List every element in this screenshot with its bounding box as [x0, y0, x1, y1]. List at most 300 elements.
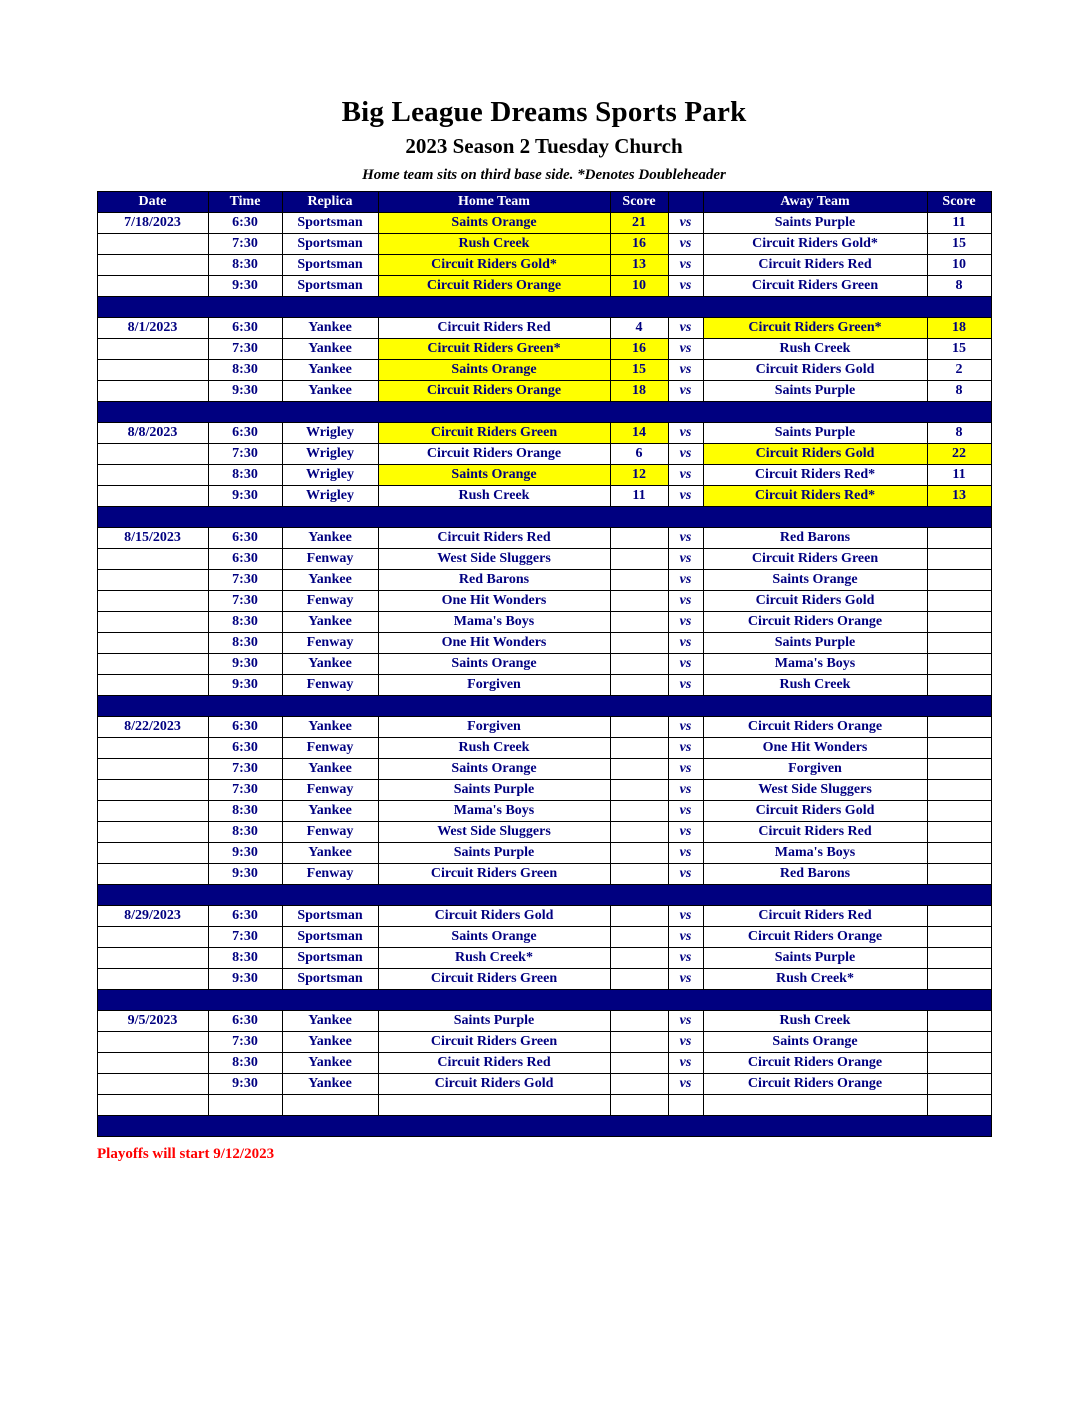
week-separator-row	[97, 507, 991, 528]
replica-cell: Wrigley	[282, 465, 378, 486]
replica-cell: Sportsman	[282, 234, 378, 255]
time-cell: 7:30	[208, 339, 282, 360]
time-cell: 9:30	[208, 654, 282, 675]
home-team-cell: Circuit Riders Gold	[378, 1074, 610, 1095]
vs-cell: vs	[668, 801, 703, 822]
away-team-cell: Rush Creek	[703, 1011, 927, 1032]
game-row	[97, 633, 991, 654]
week-separator	[97, 1116, 991, 1137]
away-score-cell: 15	[927, 339, 991, 360]
time-cell: 8:30	[208, 822, 282, 843]
game-row	[97, 423, 991, 444]
replica-cell: Sportsman	[282, 255, 378, 276]
date-cell	[97, 381, 208, 402]
time-cell: 6:30	[208, 423, 282, 444]
vs-cell: vs	[668, 675, 703, 696]
away-team-cell	[703, 1095, 927, 1116]
away-score-cell: 18	[927, 318, 991, 339]
week-separator	[97, 297, 991, 318]
time-cell: 9:30	[208, 1074, 282, 1095]
replica-cell: Sportsman	[282, 969, 378, 990]
home-team-cell: Circuit Riders Orange	[378, 276, 610, 297]
page-subtitle: 2023 Season 2 Tuesday Church	[405, 134, 683, 158]
home-team-cell: Forgiven	[378, 675, 610, 696]
home-score-cell	[610, 1011, 668, 1032]
vs-cell: vs	[668, 318, 703, 339]
time-cell: 9:30	[208, 276, 282, 297]
replica-cell: Yankee	[282, 717, 378, 738]
home-team-cell: Mama's Boys	[378, 612, 610, 633]
replica-cell: Yankee	[282, 612, 378, 633]
game-row	[97, 549, 991, 570]
away-score-cell	[927, 633, 991, 654]
away-team-cell: Rush Creek	[703, 339, 927, 360]
game-row	[97, 801, 991, 822]
home-team-note: Home team sits on third base side. *Denotes Doubleheader	[362, 167, 726, 183]
date-cell	[97, 822, 208, 843]
replica-cell: Yankee	[282, 654, 378, 675]
time-cell: 7:30	[208, 591, 282, 612]
home-score-cell: 15	[610, 360, 668, 381]
time-cell: 8:30	[208, 255, 282, 276]
away-team-cell: Circuit Riders Orange	[703, 612, 927, 633]
date-cell: 9/5/2023	[97, 1011, 208, 1032]
vs-cell	[668, 1095, 703, 1116]
week-separator	[97, 990, 991, 1011]
week-separator	[97, 885, 991, 906]
home-team-cell: West Side Sluggers	[378, 549, 610, 570]
game-row	[97, 906, 991, 927]
week-separator-row	[97, 402, 991, 423]
away-team-cell: Red Barons	[703, 864, 927, 885]
home-team-cell: Rush Creek	[378, 486, 610, 507]
home-score-cell	[610, 738, 668, 759]
vs-cell: vs	[668, 213, 703, 234]
table-header-row	[97, 192, 991, 213]
home-team-cell: One Hit Wonders	[378, 591, 610, 612]
away-team-cell: Saints Orange	[703, 570, 927, 591]
away-score-cell	[927, 948, 991, 969]
home-team-cell: Saints Orange	[378, 213, 610, 234]
week-separator-row	[97, 1116, 991, 1137]
replica-cell: Fenway	[282, 780, 378, 801]
date-cell	[97, 549, 208, 570]
time-cell: 6:30	[208, 717, 282, 738]
game-row	[97, 465, 991, 486]
game-row	[97, 780, 991, 801]
replica-cell	[282, 1095, 378, 1116]
time-cell: 9:30	[208, 969, 282, 990]
home-team-cell: Saints Orange	[378, 360, 610, 381]
away-team-cell: Circuit Riders Gold	[703, 444, 927, 465]
game-row	[97, 759, 991, 780]
away-team-cell: Saints Purple	[703, 948, 927, 969]
week-separator	[97, 696, 991, 717]
time-cell: 9:30	[208, 843, 282, 864]
away-score-cell	[927, 969, 991, 990]
vs-cell: vs	[668, 444, 703, 465]
away-team-cell: Circuit Riders Green	[703, 276, 927, 297]
vs-cell: vs	[668, 864, 703, 885]
date-cell	[97, 465, 208, 486]
home-team-cell: Circuit Riders Red	[378, 1053, 610, 1074]
vs-cell: vs	[668, 255, 703, 276]
vs-cell: vs	[668, 780, 703, 801]
game-row	[97, 213, 991, 234]
date-cell	[97, 759, 208, 780]
time-cell: 8:30	[208, 1053, 282, 1074]
game-row	[97, 276, 991, 297]
home-score-cell	[610, 549, 668, 570]
game-row	[97, 234, 991, 255]
week-separator-row	[97, 696, 991, 717]
replica-cell: Sportsman	[282, 927, 378, 948]
away-team-cell: Rush Creek	[703, 675, 927, 696]
away-team-cell: Circuit Riders Gold	[703, 360, 927, 381]
replica-cell: Yankee	[282, 1032, 378, 1053]
time-cell	[208, 1095, 282, 1116]
away-score-cell	[927, 717, 991, 738]
replica-cell: Yankee	[282, 1074, 378, 1095]
home-score-cell: 12	[610, 465, 668, 486]
game-row	[97, 948, 991, 969]
game-row	[97, 1032, 991, 1053]
col-header-date: Date	[97, 192, 208, 213]
game-row	[97, 843, 991, 864]
vs-cell: vs	[668, 234, 703, 255]
vs-cell: vs	[668, 906, 703, 927]
home-score-cell	[610, 822, 668, 843]
away-team-cell: Saints Purple	[703, 213, 927, 234]
away-score-cell	[927, 549, 991, 570]
home-team-cell: Mama's Boys	[378, 801, 610, 822]
away-team-cell: Circuit Riders Green*	[703, 318, 927, 339]
schedule-table	[97, 191, 992, 1137]
vs-cell: vs	[668, 1011, 703, 1032]
date-cell: 8/29/2023	[97, 906, 208, 927]
home-score-cell	[610, 1095, 668, 1116]
time-cell: 8:30	[208, 612, 282, 633]
replica-cell: Sportsman	[282, 213, 378, 234]
vs-cell: vs	[668, 717, 703, 738]
date-cell	[97, 948, 208, 969]
date-cell	[97, 780, 208, 801]
away-score-cell	[927, 654, 991, 675]
date-cell	[97, 1074, 208, 1095]
time-cell: 6:30	[208, 1011, 282, 1032]
time-cell: 8:30	[208, 801, 282, 822]
away-score-cell	[927, 927, 991, 948]
week-separator-row	[97, 990, 991, 1011]
date-cell: 8/1/2023	[97, 318, 208, 339]
home-team-cell: Circuit Riders Orange	[378, 444, 610, 465]
away-score-cell	[927, 1053, 991, 1074]
replica-cell: Yankee	[282, 360, 378, 381]
home-team-cell: Rush Creek*	[378, 948, 610, 969]
away-score-cell: 13	[927, 486, 991, 507]
away-team-cell: Circuit Riders Orange	[703, 1074, 927, 1095]
away-team-cell: Circuit Riders Gold	[703, 801, 927, 822]
replica-cell: Fenway	[282, 864, 378, 885]
vs-cell: vs	[668, 822, 703, 843]
game-row	[97, 675, 991, 696]
replica-cell: Yankee	[282, 843, 378, 864]
col-header-home-score: Score	[610, 192, 668, 213]
home-score-cell	[610, 717, 668, 738]
time-cell: 6:30	[208, 549, 282, 570]
time-cell: 6:30	[208, 213, 282, 234]
home-score-cell	[610, 864, 668, 885]
away-score-cell: 22	[927, 444, 991, 465]
col-header-away-score: Score	[927, 192, 991, 213]
time-cell: 6:30	[208, 318, 282, 339]
date-cell	[97, 843, 208, 864]
away-score-cell: 8	[927, 423, 991, 444]
away-team-cell: Saints Orange	[703, 1032, 927, 1053]
home-team-cell: Saints Orange	[378, 465, 610, 486]
game-row	[97, 444, 991, 465]
home-score-cell	[610, 1032, 668, 1053]
away-team-cell: Circuit Riders Orange	[703, 1053, 927, 1074]
home-team-cell	[378, 1095, 610, 1116]
away-team-cell: Circuit Riders Red*	[703, 486, 927, 507]
replica-cell: Fenway	[282, 591, 378, 612]
vs-cell: vs	[668, 738, 703, 759]
date-cell	[97, 1032, 208, 1053]
game-row	[97, 1053, 991, 1074]
replica-cell: Sportsman	[282, 948, 378, 969]
replica-cell: Fenway	[282, 549, 378, 570]
date-cell: 8/8/2023	[97, 423, 208, 444]
game-row	[97, 360, 991, 381]
away-score-cell: 8	[927, 276, 991, 297]
home-team-cell: Circuit Riders Orange	[378, 381, 610, 402]
away-score-cell	[927, 738, 991, 759]
home-team-cell: Rush Creek	[378, 738, 610, 759]
replica-cell: Yankee	[282, 570, 378, 591]
date-cell	[97, 234, 208, 255]
vs-cell: vs	[668, 633, 703, 654]
game-row	[97, 486, 991, 507]
date-cell	[97, 276, 208, 297]
vs-cell: vs	[668, 927, 703, 948]
week-separator-row	[97, 297, 991, 318]
away-score-cell	[927, 612, 991, 633]
home-team-cell: Saints Orange	[378, 654, 610, 675]
home-score-cell: 18	[610, 381, 668, 402]
date-cell	[97, 969, 208, 990]
home-score-cell	[610, 927, 668, 948]
time-cell: 8:30	[208, 360, 282, 381]
away-score-cell	[927, 906, 991, 927]
date-cell	[97, 801, 208, 822]
vs-cell: vs	[668, 948, 703, 969]
replica-cell: Yankee	[282, 381, 378, 402]
home-team-cell: Circuit Riders Green	[378, 864, 610, 885]
vs-cell: vs	[668, 1053, 703, 1074]
page-title: Big League Dreams Sports Park	[341, 96, 747, 128]
away-team-cell: Red Barons	[703, 528, 927, 549]
vs-cell: vs	[668, 1032, 703, 1053]
game-row	[97, 381, 991, 402]
home-score-cell: 10	[610, 276, 668, 297]
col-header-home-team: Home Team	[378, 192, 610, 213]
home-team-cell: Circuit Riders Green*	[378, 339, 610, 360]
date-cell	[97, 255, 208, 276]
vs-cell: vs	[668, 570, 703, 591]
away-team-cell: Circuit Riders Red	[703, 822, 927, 843]
date-cell	[97, 633, 208, 654]
away-score-cell	[927, 675, 991, 696]
date-cell	[97, 1053, 208, 1074]
home-team-cell: Rush Creek	[378, 234, 610, 255]
time-cell: 7:30	[208, 444, 282, 465]
away-team-cell: Forgiven	[703, 759, 927, 780]
date-cell: 7/18/2023	[97, 213, 208, 234]
game-row	[97, 591, 991, 612]
date-cell	[97, 864, 208, 885]
home-score-cell	[610, 906, 668, 927]
vs-cell: vs	[668, 465, 703, 486]
home-score-cell	[610, 1074, 668, 1095]
away-score-cell: 11	[927, 465, 991, 486]
away-team-cell: One Hit Wonders	[703, 738, 927, 759]
time-cell: 9:30	[208, 381, 282, 402]
date-cell	[97, 927, 208, 948]
replica-cell: Yankee	[282, 1053, 378, 1074]
away-score-cell	[927, 759, 991, 780]
away-score-cell	[927, 843, 991, 864]
game-row	[97, 654, 991, 675]
date-cell	[97, 738, 208, 759]
home-score-cell: 11	[610, 486, 668, 507]
vs-cell: vs	[668, 759, 703, 780]
date-cell	[97, 612, 208, 633]
away-team-cell: Mama's Boys	[703, 843, 927, 864]
game-row	[97, 927, 991, 948]
home-team-cell: Saints Orange	[378, 759, 610, 780]
replica-cell: Yankee	[282, 528, 378, 549]
home-score-cell	[610, 1053, 668, 1074]
vs-cell: vs	[668, 549, 703, 570]
replica-cell: Yankee	[282, 759, 378, 780]
replica-cell: Yankee	[282, 318, 378, 339]
time-cell: 7:30	[208, 1032, 282, 1053]
time-cell: 6:30	[208, 528, 282, 549]
away-score-cell: 15	[927, 234, 991, 255]
vs-cell: vs	[668, 969, 703, 990]
replica-cell: Wrigley	[282, 486, 378, 507]
game-row	[97, 738, 991, 759]
away-team-cell: Circuit Riders Orange	[703, 927, 927, 948]
home-score-cell	[610, 612, 668, 633]
game-row	[97, 318, 991, 339]
home-score-cell: 13	[610, 255, 668, 276]
blank-row	[97, 1095, 991, 1116]
game-row	[97, 717, 991, 738]
time-cell: 7:30	[208, 234, 282, 255]
vs-cell: vs	[668, 339, 703, 360]
time-cell: 7:30	[208, 780, 282, 801]
replica-cell: Fenway	[282, 738, 378, 759]
game-row	[97, 339, 991, 360]
replica-cell: Yankee	[282, 801, 378, 822]
away-team-cell: Circuit Riders Gold*	[703, 234, 927, 255]
replica-cell: Fenway	[282, 822, 378, 843]
home-score-cell: 16	[610, 339, 668, 360]
game-row	[97, 612, 991, 633]
home-team-cell: One Hit Wonders	[378, 633, 610, 654]
away-score-cell: 8	[927, 381, 991, 402]
home-score-cell: 16	[610, 234, 668, 255]
date-cell	[97, 570, 208, 591]
away-team-cell: Circuit Riders Red*	[703, 465, 927, 486]
away-score-cell	[927, 864, 991, 885]
time-cell: 7:30	[208, 927, 282, 948]
away-team-cell: Saints Purple	[703, 381, 927, 402]
away-score-cell	[927, 780, 991, 801]
date-cell: 8/22/2023	[97, 717, 208, 738]
time-cell: 6:30	[208, 738, 282, 759]
home-score-cell	[610, 969, 668, 990]
home-score-cell	[610, 843, 668, 864]
home-team-cell: Saints Purple	[378, 843, 610, 864]
vs-cell: vs	[668, 654, 703, 675]
away-score-cell: 11	[927, 213, 991, 234]
vs-cell: vs	[668, 528, 703, 549]
home-score-cell	[610, 675, 668, 696]
time-cell: 9:30	[208, 486, 282, 507]
game-row	[97, 1074, 991, 1095]
away-team-cell: Circuit Riders Gold	[703, 591, 927, 612]
away-score-cell	[927, 801, 991, 822]
away-team-cell: Mama's Boys	[703, 654, 927, 675]
time-cell: 6:30	[208, 906, 282, 927]
replica-cell: Sportsman	[282, 906, 378, 927]
date-cell: 8/15/2023	[97, 528, 208, 549]
col-header-time: Time	[208, 192, 282, 213]
away-team-cell: Circuit Riders Green	[703, 549, 927, 570]
time-cell: 7:30	[208, 759, 282, 780]
replica-cell: Yankee	[282, 1011, 378, 1032]
home-team-cell: Saints Purple	[378, 1011, 610, 1032]
col-header-replica: Replica	[282, 192, 378, 213]
away-score-cell: 2	[927, 360, 991, 381]
home-score-cell: 14	[610, 423, 668, 444]
away-team-cell: Circuit Riders Red	[703, 906, 927, 927]
game-row	[97, 864, 991, 885]
home-team-cell: Circuit Riders Red	[378, 528, 610, 549]
replica-cell: Fenway	[282, 675, 378, 696]
time-cell: 8:30	[208, 633, 282, 654]
date-cell	[97, 675, 208, 696]
away-score-cell	[927, 1074, 991, 1095]
away-score-cell	[927, 591, 991, 612]
week-separator	[97, 402, 991, 423]
home-team-cell: Red Barons	[378, 570, 610, 591]
time-cell: 7:30	[208, 570, 282, 591]
date-cell	[97, 444, 208, 465]
home-score-cell: 6	[610, 444, 668, 465]
home-team-cell: Circuit Riders Green	[378, 969, 610, 990]
replica-cell: Wrigley	[282, 423, 378, 444]
away-team-cell: Circuit Riders Orange	[703, 717, 927, 738]
home-team-cell: Circuit Riders Green	[378, 1032, 610, 1053]
week-separator-row	[97, 885, 991, 906]
time-cell: 9:30	[208, 864, 282, 885]
week-separator	[97, 507, 991, 528]
home-score-cell	[610, 948, 668, 969]
